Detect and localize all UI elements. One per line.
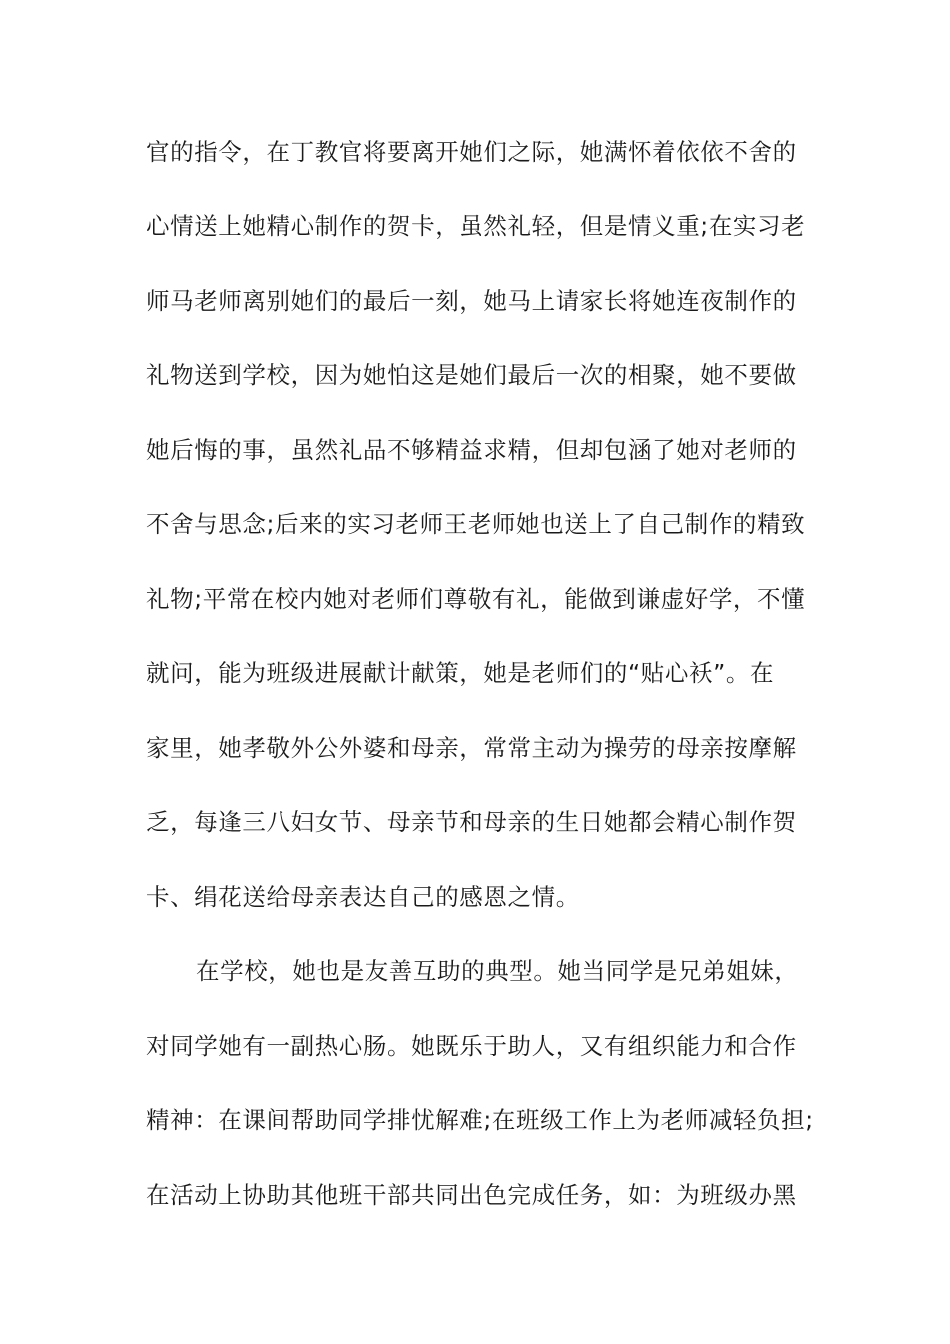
text-line-5: 她后悔的事，虽然礼品不够精益求精，但却包涵了她对老师的 [146,436,797,464]
paragraph-start-line: 在学校，她也是友善互助的典型。她当同学是兄弟姐妹， [196,957,799,985]
text-line-14: 精神：在课间帮助同学排忧解难;在班级工作上为老师减轻负担; [146,1106,814,1134]
text-line-4: 礼物送到学校，因为她怕这是她们最后一次的相聚，她不要做 [146,361,797,389]
text-line-8: 就问，能为班级进展献计献策，她是老师们的“贴心袄”。在 [146,659,775,687]
text-line-13: 对同学她有一副热心肠。她既乐于助人，又有组织能力和合作 [146,1032,797,1060]
text-line-10: 乏，每逢三八妇女节、母亲节和母亲的生日她都会精心制作贺 [146,808,797,836]
text-line-2: 心情送上她精心制作的贺卡，虽然礼轻，但是情义重;在实习老 [146,212,806,240]
text-line-15: 在活动上协助其他班干部共同出色完成任务，如：为班级办黑 [146,1181,797,1209]
text-line-7: 礼物;平常在校内她对老师们尊敬有礼，能做到谦虚好学，不懂 [146,585,806,613]
text-line-6: 不舍与思念;后来的实习老师王老师她也送上了自己制作的精致 [146,510,806,538]
text-line-1: 官的指令，在丁教官将要离开她们之际，她满怀着依依不舍的 [146,138,797,166]
text-line-9: 家里，她孝敬外公外婆和母亲，常常主动为操劳的母亲按摩解 [146,734,797,762]
text-line-11: 卡、绢花送给母亲表达自己的感恩之情。 [146,883,580,911]
text-line-3: 师马老师离别她们的最后一刻，她马上请家长将她连夜制作的 [146,287,797,315]
